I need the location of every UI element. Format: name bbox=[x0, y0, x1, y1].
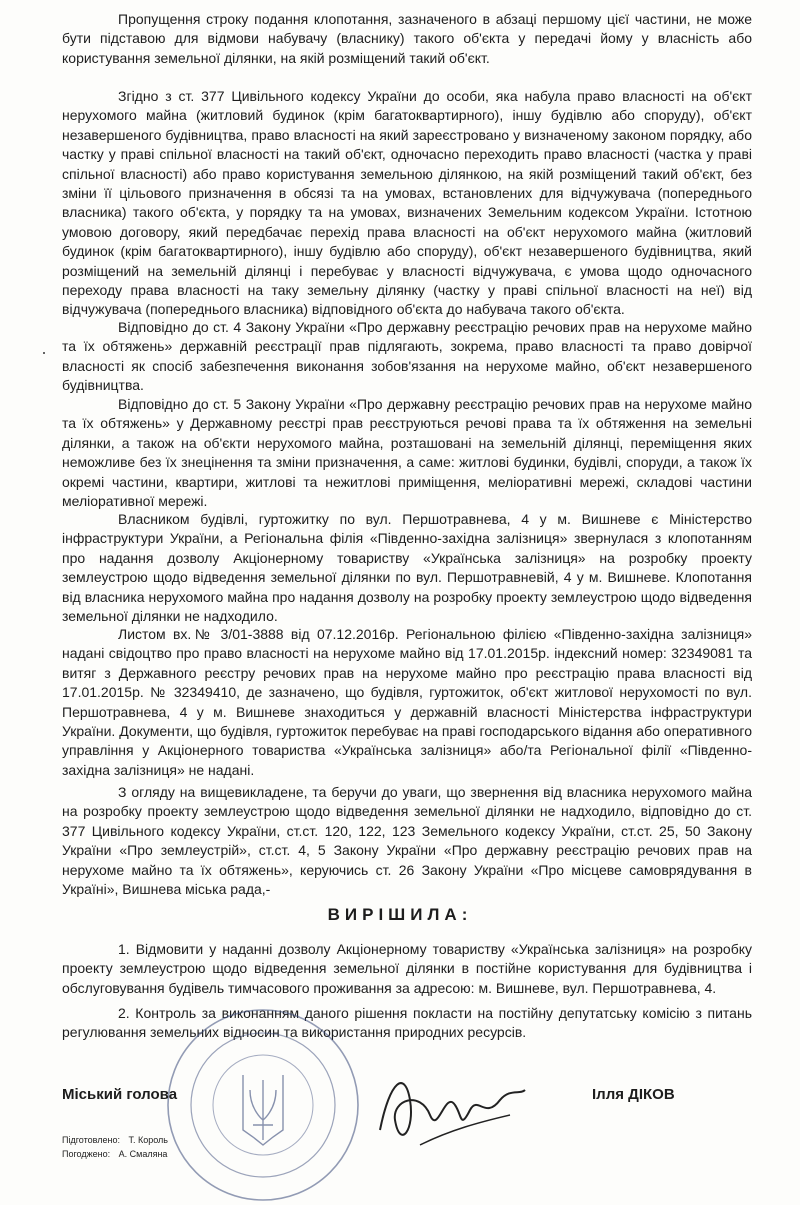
prepared-name: Т. Король bbox=[128, 1135, 168, 1145]
decision-item-1: 1. Відмовити у наданні дозволу Акціонерному товариству «Українська залізниця» на розробку проекту землеустрою щодо відведення земельної ділянки в постійне користування для будівництва і обслуговування будівель тимчасового проживання за адресою: м. Вишневе, вул. Першотравнева, 4. bbox=[62, 941, 752, 996]
paragraph-1: Пропущення строку подання клопотання, зазначеного в абзаці першому цієї частини, не може бути підставою для відмови набувачу (власнику) такого об'єкта у передачі йому у власність або користування земельної ділянки, на якій розміщений такий об'єкт. bbox=[62, 11, 752, 66]
decision-heading: ВИРІШИЛА: bbox=[327, 905, 473, 924]
paragraph-7: З огляду на вищевикладене, та беручи до уваги, що звернення від власника нерухомого майна на розробку проекту землеустрою щодо відведення земельної ділянки не надходило, відповідно до ст. 377 Цивільного кодексу України, ст.ст. 120, 122, 123 Земельного кодексу України, ст.ст. 25, 50 Закону України «Про землеустрій», ст.ст. 4, 5 Закону України «Про державну реєстрацію речових прав на нерухоме майно та їх обтяжень», керуючись ст. 26 Закону України «Про місцеве самоврядування в Україні», Вишнева міська рада,- bbox=[62, 784, 752, 898]
paragraph-6: Листом вх.№ 3/01-3888 від 07.12.2016р. Регіональною філією «Південно-західна залізниця» надані свідоцтво про право власності на нерухоме майно від 17.01.2015р. індексний номер: 32349081 та витяг з Державного реєстру речових прав на нерухоме майно про реєстрацію права власності від 17.01.2015р. № 32349410, де зазначено, що будівля, гуртожиток, об'єкт житлової нерухомості по вул. Першотравнева, 4 у м. Вишневе знаходиться у державній власності Міністерства інфраструктури України. Документи, що будівля, гуртожиток перебуває на праві господарського відання або оперативного управління у Акціонерного товариства «Українська залізниця» або/та Регіональної філії «Південно-західна залізниця» не надані. bbox=[62, 626, 752, 778]
paragraph-2: Згідно з ст. 377 Цивільного кодексу України до особи, яка набула право власності на об'єкт нерухомого майна (житловий будинок (крім багатоквартирного), іншу будівлю або споруду), об'єкт незавершеного будівництва, право власності на який зареєстровано у визначеному законом порядку, або частку у праві спільної власності на такий об'єкт, одночасно переходить право власності (частка у праві спільної власності) або право користування земельною ділянкою, на якій розміщений такий об'єкт, без зміни її цільового призначення в обсязі та на умовах, встановлених для відчужувача (попереднього власника) такого об'єкта, у порядку та на умовах, визначених Земельним кодексом України. Істотною умовою договору, який передбачає перехід права власності на об'єкт нерухомого майна (житловий будинок (крім багатоквартирного), іншу будівлю або споруду), об'єкт незавершеного будівництва, який розміщений на земельній ділянці і перебуває у власності відчужувача, є умова щодо одночасного переходу права власності на таку земельну ділянку (частку у праві спільної власності на неї) від відчужувача (попереднього власника) відповідного об'єкта до набувача такого об'єкта. bbox=[62, 88, 752, 318]
official-seal-stamp bbox=[158, 1005, 368, 1205]
agreed-by bbox=[62, 1147, 167, 1161]
mayor-title: Міський голова bbox=[62, 1086, 178, 1103]
agreed-label: Погоджено: bbox=[62, 1149, 111, 1159]
paragraph-4: Відповідно до ст. 5 Закону України «Про державну реєстрацію речових прав на нерухоме майно та їх обтяжень» у Державному реєстрі прав реєструються речові права та їх обтяження на земельні ділянки, а також на об'єкти нерухомого майна, розташовані на земельній ділянці, переміщення яких неможливе без їх знецінення та зміни призначення, а саме: житлові будинки, будівлі, споруди, а також їх окремі частини, квартири, житлові та нежитлові приміщення, меліоративні мережі, складові частини меліоративної мережі. bbox=[62, 396, 752, 510]
scan-speck bbox=[43, 352, 45, 354]
handwritten-signature bbox=[360, 1060, 530, 1160]
agreed-name: А. Смаляна bbox=[118, 1149, 168, 1159]
decision-item-2: 2. Контроль за виконанням даного рішення покласти на постійну депутатську комісію з питань регулювання земельних відносин та використання природних ресурсів. bbox=[62, 1005, 752, 1041]
paragraph-5: Власником будівлі, гуртожитку по вул. Першотравнева, 4 у м. Вишневе є Міністерство інфраструктури України, а Регіональна філія «Південно-західна залізниця» звернулася з клопотанням про надання дозволу Акціонерному товариству «Українська залізниця» на розробку проекту землеустрою щодо відведення земельної ділянки по вул. Першотравневій, 4 у м. Вишневе. Клопотання від власника нерухомого майна про надання дозволу на розробку проекту землеустрою щодо відведення земельної ділянки не надходило. bbox=[62, 511, 752, 625]
prepared-label: Підготовлено: bbox=[62, 1135, 120, 1145]
mayor-name: Ілля ДІКОВ bbox=[592, 1086, 675, 1103]
paragraph-3: Відповідно до ст. 4 Закону України «Про державну реєстрацію речових прав на нерухоме майно та їх обтяжень» державній реєстрації прав підлягають, зокрема, право власності та право довірчої власності як спосіб забезпечення виконання зобов'язання на нерухоме майно, об'єкт незавершеного будівництва. bbox=[62, 319, 752, 394]
prepared-by bbox=[62, 1133, 168, 1147]
